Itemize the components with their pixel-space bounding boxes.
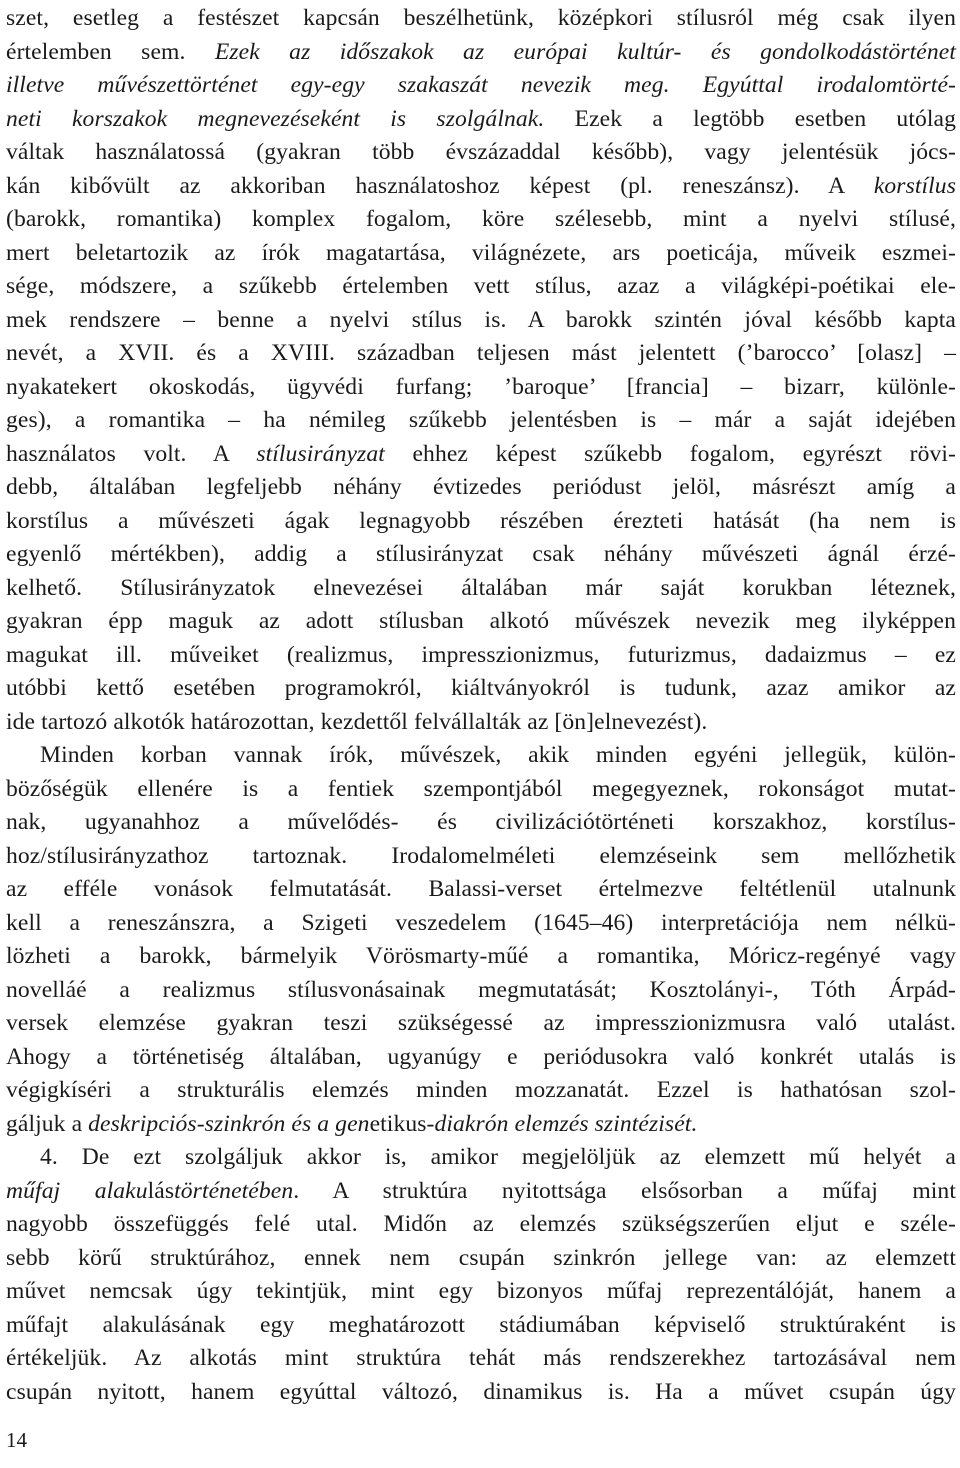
text-segment: sége, módszere, a szűkebb értelemben vett stílus, azaz a világképi-poétikai ele- <box>6 273 956 299</box>
text-line <box>6 371 956 405</box>
text-line <box>6 1275 956 1309</box>
text-segment: novelláé a realizmus stílusvonásainak megmutatását; Kosztolányi-, Tóth Árpád- <box>6 976 956 1003</box>
text-segment: művet nemcsak úgy tekintjük, mint egy bizonyos műfaj reprezentálóját, hanem a <box>6 1278 956 1304</box>
text-segment: végigkíséri a strukturális elemzés minden mozzanatát. Ezzel is hathatósan szol- <box>6 1077 956 1103</box>
text-segment: lözheti a barokk, bármelyik Vörösmarty-műé a romantika, Móricz-regényé vagy <box>6 943 956 969</box>
text-segment: lás <box>147 1177 175 1204</box>
text-segment: korstílus a művészeti ágak legnagyobb részében érezteti hatását (ha nem is <box>6 507 956 534</box>
text-segment: mek rendszere – benne a nyelvi stílus is. A barokk szintén jóval később kapta <box>6 306 956 333</box>
text-line <box>6 1309 956 1343</box>
text-segment: kelhető. Stílusirányzatok elnevezései általában már saját korukban léteznek, <box>6 574 956 601</box>
page-body <box>6 2 956 1409</box>
text-segment: magukat ill. műveiket (realizmus, impresszionizmus, futurizmus, dadaizmus – ez <box>6 641 956 668</box>
text-line <box>6 1007 956 1041</box>
text-segment: hoz/stílusirányzathoz tartoznak. Irodalomelméleti elemzéseink sem mellőzhetik <box>6 842 956 869</box>
text-segment: csupán nyitott, hanem egyúttal változó, dinamikus is. Ha a művet csupán úgy <box>6 1378 956 1405</box>
text-segment: Ahogy a történetiség általában, ugyanúgy e periódusokra való konkrét utalás is <box>6 1043 956 1070</box>
text-line <box>6 706 956 740</box>
text-line <box>6 337 956 371</box>
text-segment: (barokk, romantika) komplex fogalom, köre szélesebb, mint a nyelvi stílusé, <box>6 206 956 232</box>
text-segment: gáljuk a <box>6 1110 89 1137</box>
text-segment: mert beletartozik az írók magatartása, világnézete, ars poeticája, műveik eszmei- <box>6 239 956 266</box>
text-segment: . A struktúra nyitottsága elsősorban a műfaj mint <box>293 1177 956 1204</box>
italic-text: neti korszakok megnevezéseként is szolgálnak. <box>6 105 545 132</box>
text-line <box>6 773 956 807</box>
text-line <box>6 438 956 472</box>
text-segment: gyakran épp maguk az adott stílusban alkotó művészek nevezik meg ilyképpen <box>6 608 956 634</box>
text-line <box>6 739 956 773</box>
text-segment: kell a reneszánszra, a Szigeti veszedelem (1645–46) interpretációja nem nélkü- <box>6 909 956 936</box>
text-segment: váltak használatossá (gyakran több évszázaddal később), vagy jelentésük jócs- <box>6 139 956 165</box>
text-line <box>6 1208 956 1242</box>
text-line <box>6 304 956 338</box>
text-segment: műfajt alakulásának egy meghatározott stádiumában képviselő struktúraként is <box>6 1311 956 1338</box>
text-line <box>6 1376 956 1410</box>
text-segment: ehhez képest szűkebb fogalom, egyrészt rövi- <box>384 440 957 467</box>
text-segment: értékeljük. Az alkotás mint struktúra tehát más rendszerekhez tartozásával nem <box>6 1345 956 1371</box>
paragraph <box>6 1141 956 1409</box>
text-line <box>6 136 956 170</box>
text-line <box>6 605 956 639</box>
text-line <box>6 1108 956 1142</box>
italic-text: történetében <box>174 1177 294 1204</box>
text-line <box>6 572 956 606</box>
text-segment: kán kibővült az akkoriban használatoshoz képest (pl. reneszánsz). A <box>6 172 874 199</box>
text-line <box>6 1175 956 1209</box>
text-segment: Minden korban vannak írók, művészek, akik minden egyéni jellegük, külön- <box>40 742 956 768</box>
italic-text: deskripciós-szinkrón és a gen <box>88 1110 370 1137</box>
italic-text: diakrón elemzés szintézisét. <box>434 1110 698 1137</box>
text-line <box>6 974 956 1008</box>
text-segment: Ezek a legtöbb esetben utólag <box>544 105 957 132</box>
text-segment: 4. De ezt szolgáljuk akkor is, amikor megjelöljük az elemzett mű helyét a <box>40 1144 956 1170</box>
text-line <box>6 505 956 539</box>
text-line <box>6 1342 956 1376</box>
text-segment: nyakatekert okoskodás, ügyvédi furfang; ’baroque’ [francia] – bizarr, különle- <box>6 373 956 400</box>
text-line <box>6 907 956 941</box>
text-segment: nevét, a XVII. és a XVIII. században teljesen mást jelentett (’barocco’ [olasz] – <box>6 340 956 366</box>
text-line <box>6 940 956 974</box>
text-segment: utóbbi kettő esetében programokról, kiáltványokról is tudunk, azaz amikor az <box>6 675 956 701</box>
text-line <box>6 237 956 271</box>
text-segment: az efféle vonások felmutatását. Balassi-verset értelmezve feltétlenül utalnunk <box>6 876 956 902</box>
text-line <box>6 672 956 706</box>
text-segment: versek elemzése gyakran teszi szükségessé az impresszionizmusra való utalást. <box>6 1010 956 1036</box>
italic-text: műfaj alaku <box>6 1177 148 1204</box>
text-line <box>6 873 956 907</box>
text-segment: ide tartozó alkotók határozottan, kezdettől felvállalták az [ön]elnevezést). <box>6 708 708 735</box>
text-segment: nagyobb összefüggés felé utal. Midőn az elemzés szükségszerűen eljut e széle- <box>6 1211 956 1237</box>
text-segment: szet, esetleg a festészet kapcsán beszélhetünk, középkori stílusról még csak ilyen <box>6 5 956 31</box>
text-line <box>6 69 956 103</box>
text-line <box>6 538 956 572</box>
text-line <box>6 806 956 840</box>
text-segment: értelemben sem. <box>6 38 215 65</box>
text-segment: egyenlő mértékben), addig a stílusirányzat csak néhány művészeti ágnál érzé- <box>6 541 956 567</box>
text-line <box>6 1074 956 1108</box>
text-line <box>6 1242 956 1276</box>
text-line <box>6 2 956 36</box>
text-line <box>6 170 956 204</box>
italic-text: korstílus <box>873 172 956 199</box>
text-line <box>6 639 956 673</box>
text-line <box>6 36 956 70</box>
text-line <box>6 1041 956 1075</box>
text-line <box>6 404 956 438</box>
text-segment: sebb körű struktúrához, ennek nem csupán szinkrón jellege van: az elemzett <box>6 1244 956 1271</box>
text-segment: bözőségük ellenére is a fentiek szempontjából megegyeznek, rokonságot mutat- <box>6 775 956 802</box>
text-segment: használatos volt. A <box>6 440 257 467</box>
italic-text: illetve művészettörténet egy-egy szakaszát nevezik meg. Egyúttal irodalomtörté- <box>6 72 956 98</box>
text-line <box>6 103 956 137</box>
text-segment: ges), a romantika – ha némileg szűkebb jelentésben is – már a saját idejében <box>6 407 956 433</box>
paragraph <box>6 2 956 739</box>
text-line <box>6 840 956 874</box>
italic-text: Ezek az időszakok az európai kultúr- és gondolkodástörténet <box>214 38 956 65</box>
text-line <box>6 203 956 237</box>
text-segment: etikus- <box>369 1110 435 1137</box>
text-line <box>6 270 956 304</box>
text-segment: nak, ugyanahhoz a művelődés- és civilizációtörténeti korszakhoz, korstílus- <box>6 809 956 835</box>
text-line <box>6 471 956 505</box>
text-segment: debb, általában legfeljebb néhány évtizedes periódust jelöl, másrészt amíg a <box>6 474 956 500</box>
text-line <box>6 1141 956 1175</box>
paragraph <box>6 739 956 1141</box>
italic-text: stílusirányzat <box>256 440 385 467</box>
page-number: 14 <box>6 1428 27 1452</box>
